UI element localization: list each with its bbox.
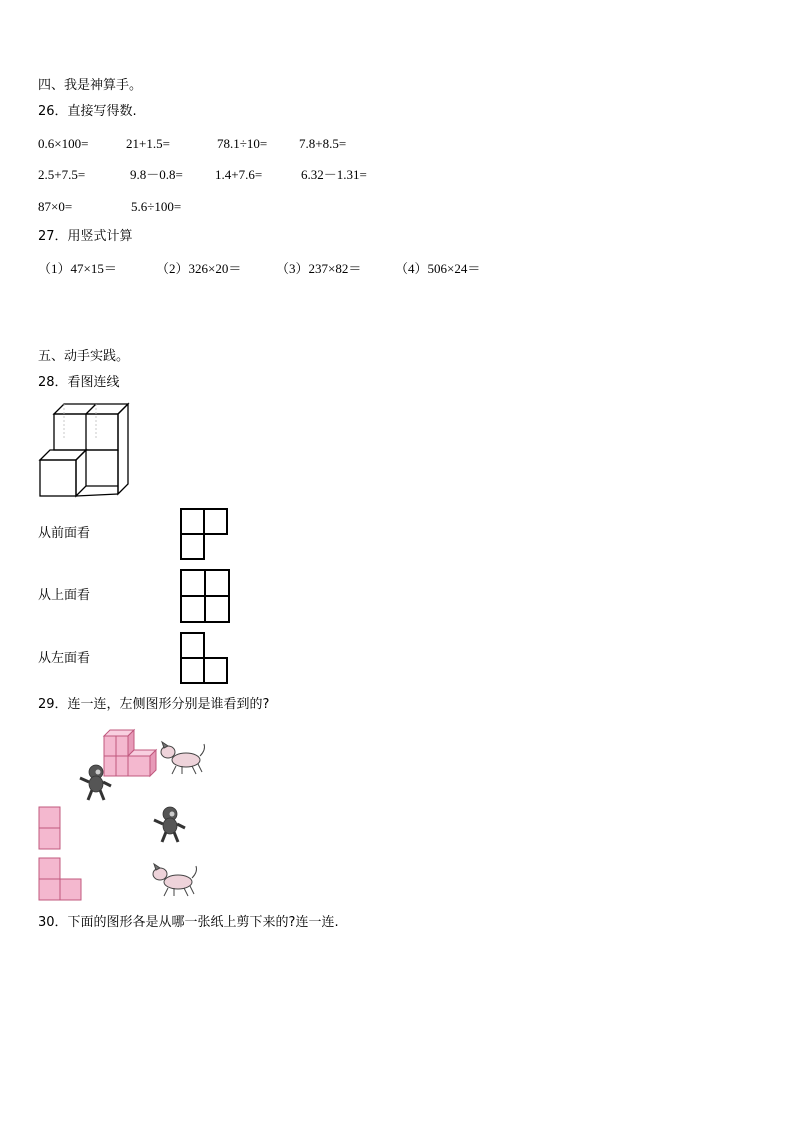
vertical-calc-item: （4）506×24＝: [395, 261, 481, 276]
calc-item: 6.32－1.31=: [301, 167, 367, 182]
calc-item: 1.4+7.6=: [215, 167, 263, 182]
vertical-calc-item: （1）47×15＝: [38, 261, 117, 276]
calc-item: 2.5+7.5=: [38, 167, 86, 182]
monkey-icon: [78, 764, 114, 802]
question-29-title: 29．连一连，左侧图形分别是谁看到的?: [38, 697, 270, 712]
view-grid-1[interactable]: [180, 508, 230, 560]
view-label-left: 从左面看: [38, 651, 91, 666]
cube-stack-figure: [38, 402, 133, 498]
monkey-icon: [152, 806, 188, 844]
calc-item: 7.8+8.5=: [299, 136, 347, 151]
section-5-heading: 五、动手实践。: [38, 349, 130, 364]
calc-item: 9.8－0.8=: [130, 167, 183, 182]
calc-item: 78.1÷10=: [217, 136, 268, 151]
view-label-top: 从上面看: [38, 588, 91, 603]
dog-icon: [158, 740, 208, 776]
calc-item: 5.6÷100=: [131, 199, 182, 214]
view-label-front: 从前面看: [38, 526, 91, 541]
calc-item: 87×0=: [38, 199, 73, 214]
question-30-title: 30．下面的图形各是从哪一张纸上剪下来的?连一连.: [38, 915, 339, 930]
vertical-calc-item: （2）326×20＝: [156, 261, 242, 276]
pink-view-l-shape[interactable]: [38, 857, 82, 901]
question-27-title: 27．用竖式计算: [38, 229, 133, 244]
calc-item: 0.6×100=: [38, 136, 89, 151]
question-28-title: 28．看图连线: [38, 375, 120, 390]
question-26-title: 26．直接写得数.: [38, 104, 137, 119]
view-grid-2[interactable]: [180, 569, 230, 623]
vertical-calc-item: （3）237×82＝: [276, 261, 362, 276]
view-grid-3[interactable]: [180, 632, 230, 684]
section-4-heading: 四、我是神算手。: [38, 78, 143, 93]
calc-item: 21+1.5=: [126, 136, 170, 151]
pink-view-vertical[interactable]: [38, 806, 62, 850]
dog-icon: [150, 862, 200, 898]
